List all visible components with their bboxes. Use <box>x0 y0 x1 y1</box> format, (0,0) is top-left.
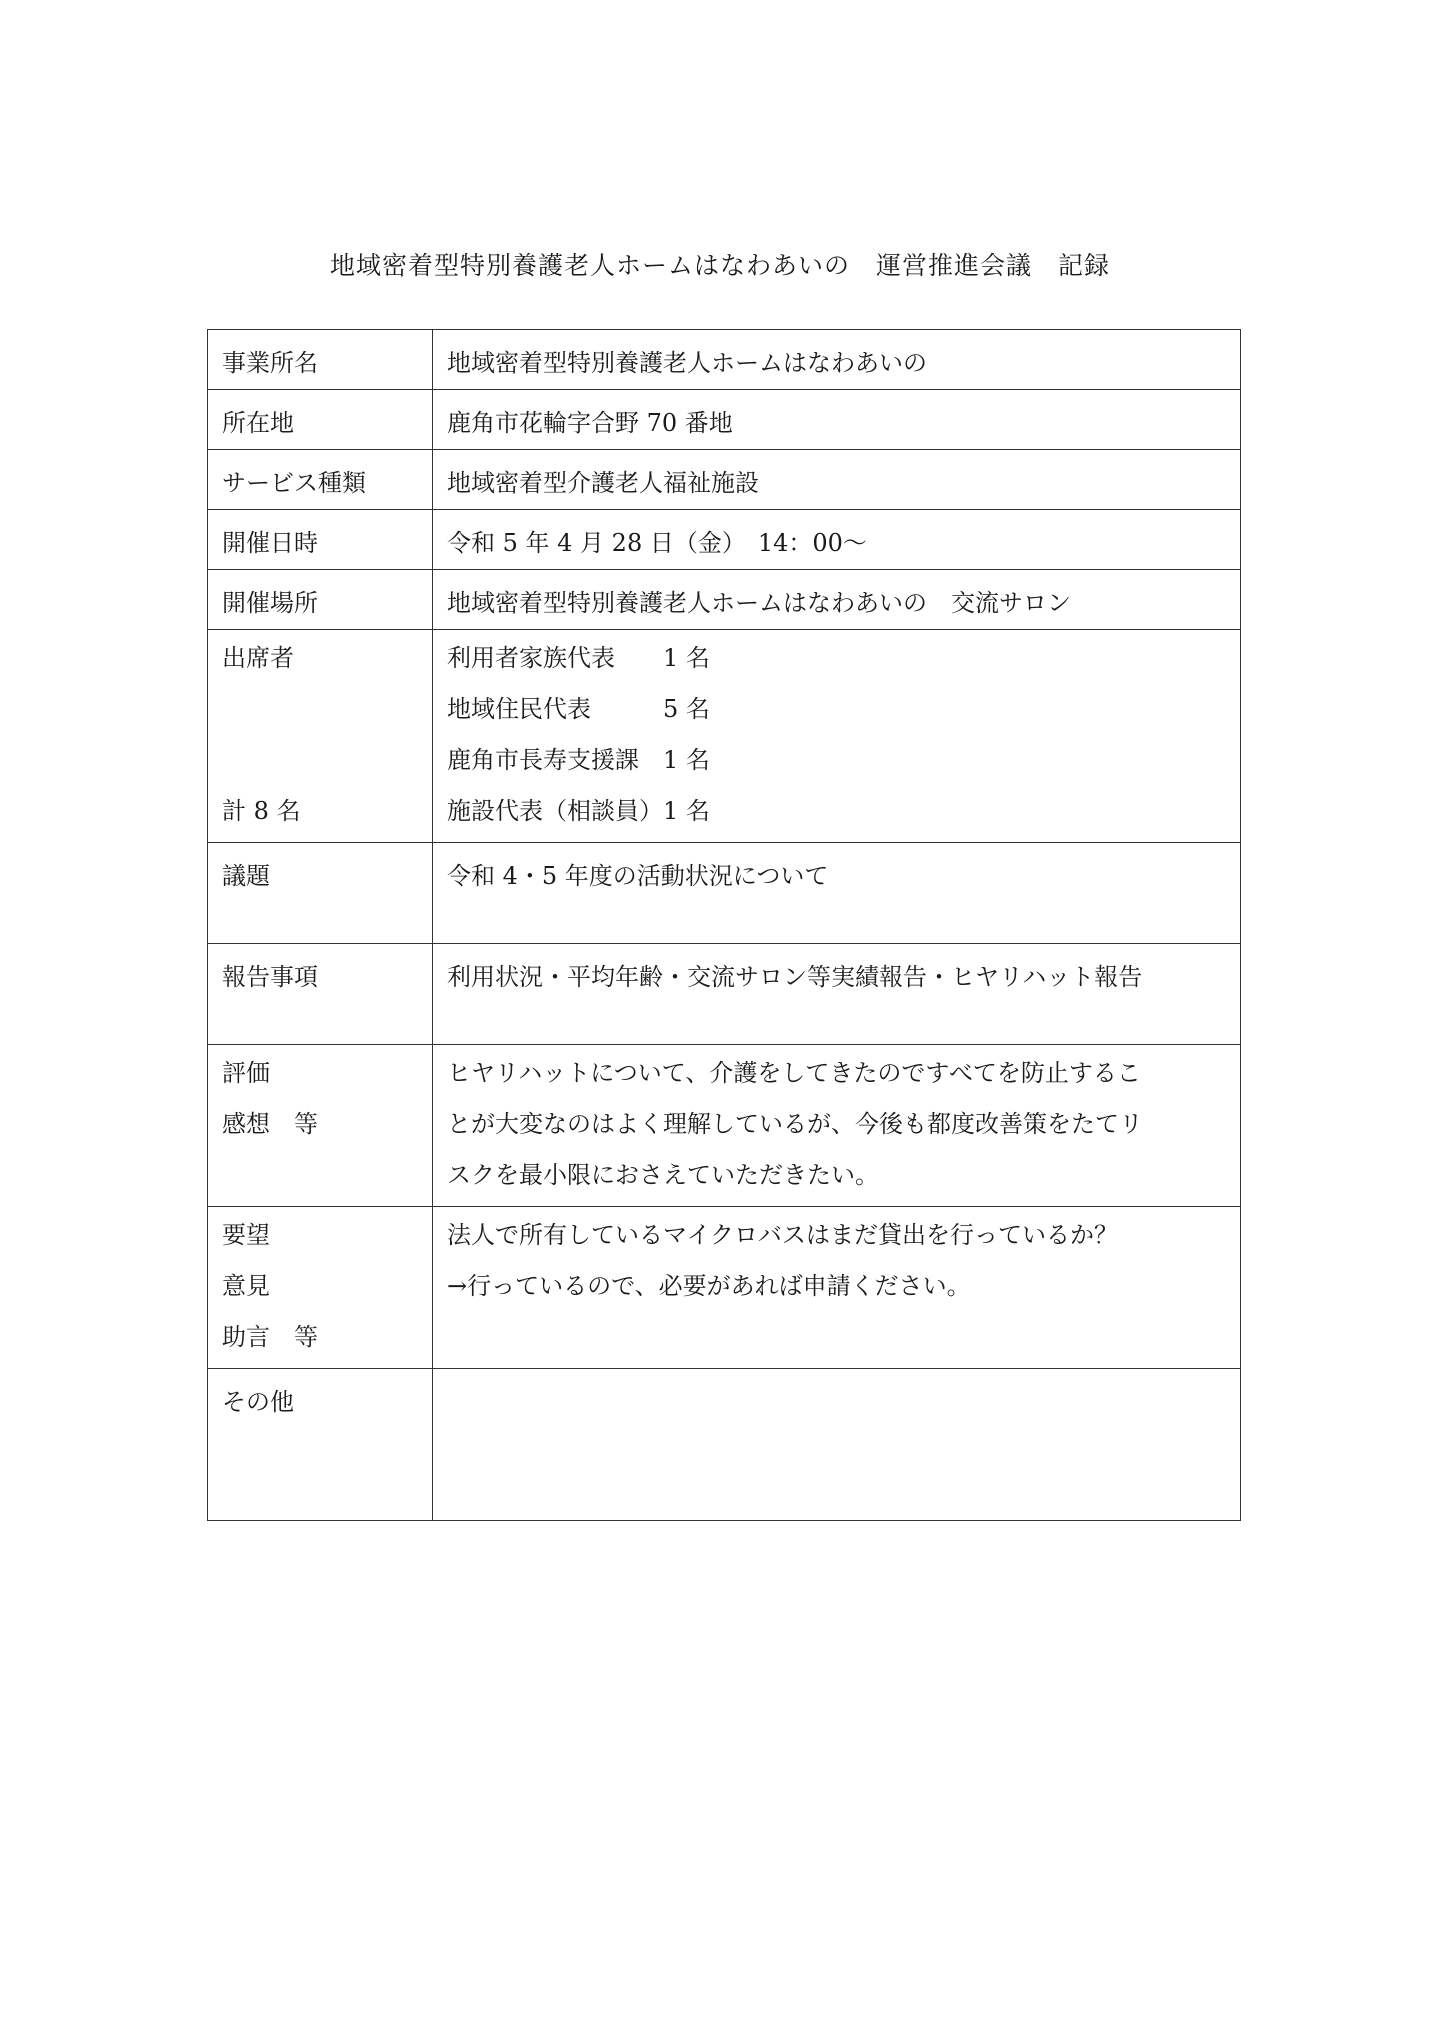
row-label: サービス種類 <box>208 450 433 510</box>
requests-label: 助言 等 <box>222 1323 318 1351</box>
attendee-item: 鹿角市長寿支援課 1 名 <box>447 746 710 774</box>
attendee-item: 利用者家族代表 1 名 <box>447 644 710 672</box>
row-label: 報告事項 <box>208 944 433 1045</box>
row-value: 地域密着型介護老人福祉施設 <box>433 450 1241 510</box>
table-row-agenda <box>208 843 1241 944</box>
table-row-venue <box>208 570 1241 630</box>
requests-label: 意見 <box>222 1272 270 1300</box>
row-label: 議題 <box>208 843 433 944</box>
table-row-requests <box>208 1207 1241 1369</box>
table-row-report <box>208 944 1241 1045</box>
evaluation-line: スクを最小限におさえていただきたい。 <box>447 1161 879 1189</box>
row-value: 令和 4・5 年度の活動状況について <box>433 843 1241 944</box>
requests-label: 要望 <box>222 1221 270 1249</box>
table-row-service-type <box>208 450 1241 510</box>
table-row-office-name <box>208 330 1241 390</box>
attendees-label: 出席者 <box>222 644 294 672</box>
evaluation-label: 評価 <box>222 1059 270 1087</box>
row-value: 地域密着型特別養護老人ホームはなわあいの <box>433 330 1241 390</box>
requests-line: 法人で所有しているマイクロバスはまだ貸出を行っているか？ <box>447 1221 1119 1249</box>
row-label: その他 <box>208 1369 433 1521</box>
row-value: 利用状況・平均年齢・交流サロン等実績報告・ヒヤリハット報告 <box>433 944 1241 1045</box>
row-label: 所在地 <box>208 390 433 450</box>
attendees-label-cell <box>208 630 433 843</box>
evaluation-label-cell <box>208 1045 433 1207</box>
page-title: 地域密着型特別養護老人ホームはなわあいの 運営推進会議 記録 <box>329 251 1110 280</box>
row-label: 開催日時 <box>208 510 433 570</box>
requests-label-cell <box>208 1207 433 1369</box>
table-row-address <box>208 390 1241 450</box>
row-label: 開催場所 <box>208 570 433 630</box>
row-value <box>433 1369 1241 1521</box>
evaluation-text <box>433 1045 1241 1207</box>
evaluation-line: ヒヤリハットについて、介護をしてきたのですべてを防止するこ <box>447 1059 1141 1087</box>
record-table <box>207 329 1241 1521</box>
requests-line: →行っているので、必要があれば申請ください。 <box>447 1272 971 1300</box>
row-value: 地域密着型特別養護老人ホームはなわあいの 交流サロン <box>433 570 1241 630</box>
attendee-item: 施設代表（相談員）1 名 <box>447 797 710 825</box>
attendees-total: 計 8 名 <box>222 797 301 825</box>
table-row-attendees <box>208 630 1241 843</box>
evaluation-line: とが大変なのはよく理解しているが、今後も都度改善策をたてリ <box>447 1110 1143 1138</box>
evaluation-label: 感想 等 <box>222 1110 318 1138</box>
requests-text <box>433 1207 1241 1369</box>
table-row-date <box>208 510 1241 570</box>
table-row-evaluation <box>208 1045 1241 1207</box>
attendees-list <box>433 630 1241 843</box>
table-row-other <box>208 1369 1241 1521</box>
attendee-item: 地域住民代表 5 名 <box>447 695 710 723</box>
row-label: 事業所名 <box>208 330 433 390</box>
row-value: 鹿角市花輪字合野 70 番地 <box>433 390 1241 450</box>
row-value: 令和 5 年 4 月 28 日（金） 14：00～ <box>433 510 1241 570</box>
